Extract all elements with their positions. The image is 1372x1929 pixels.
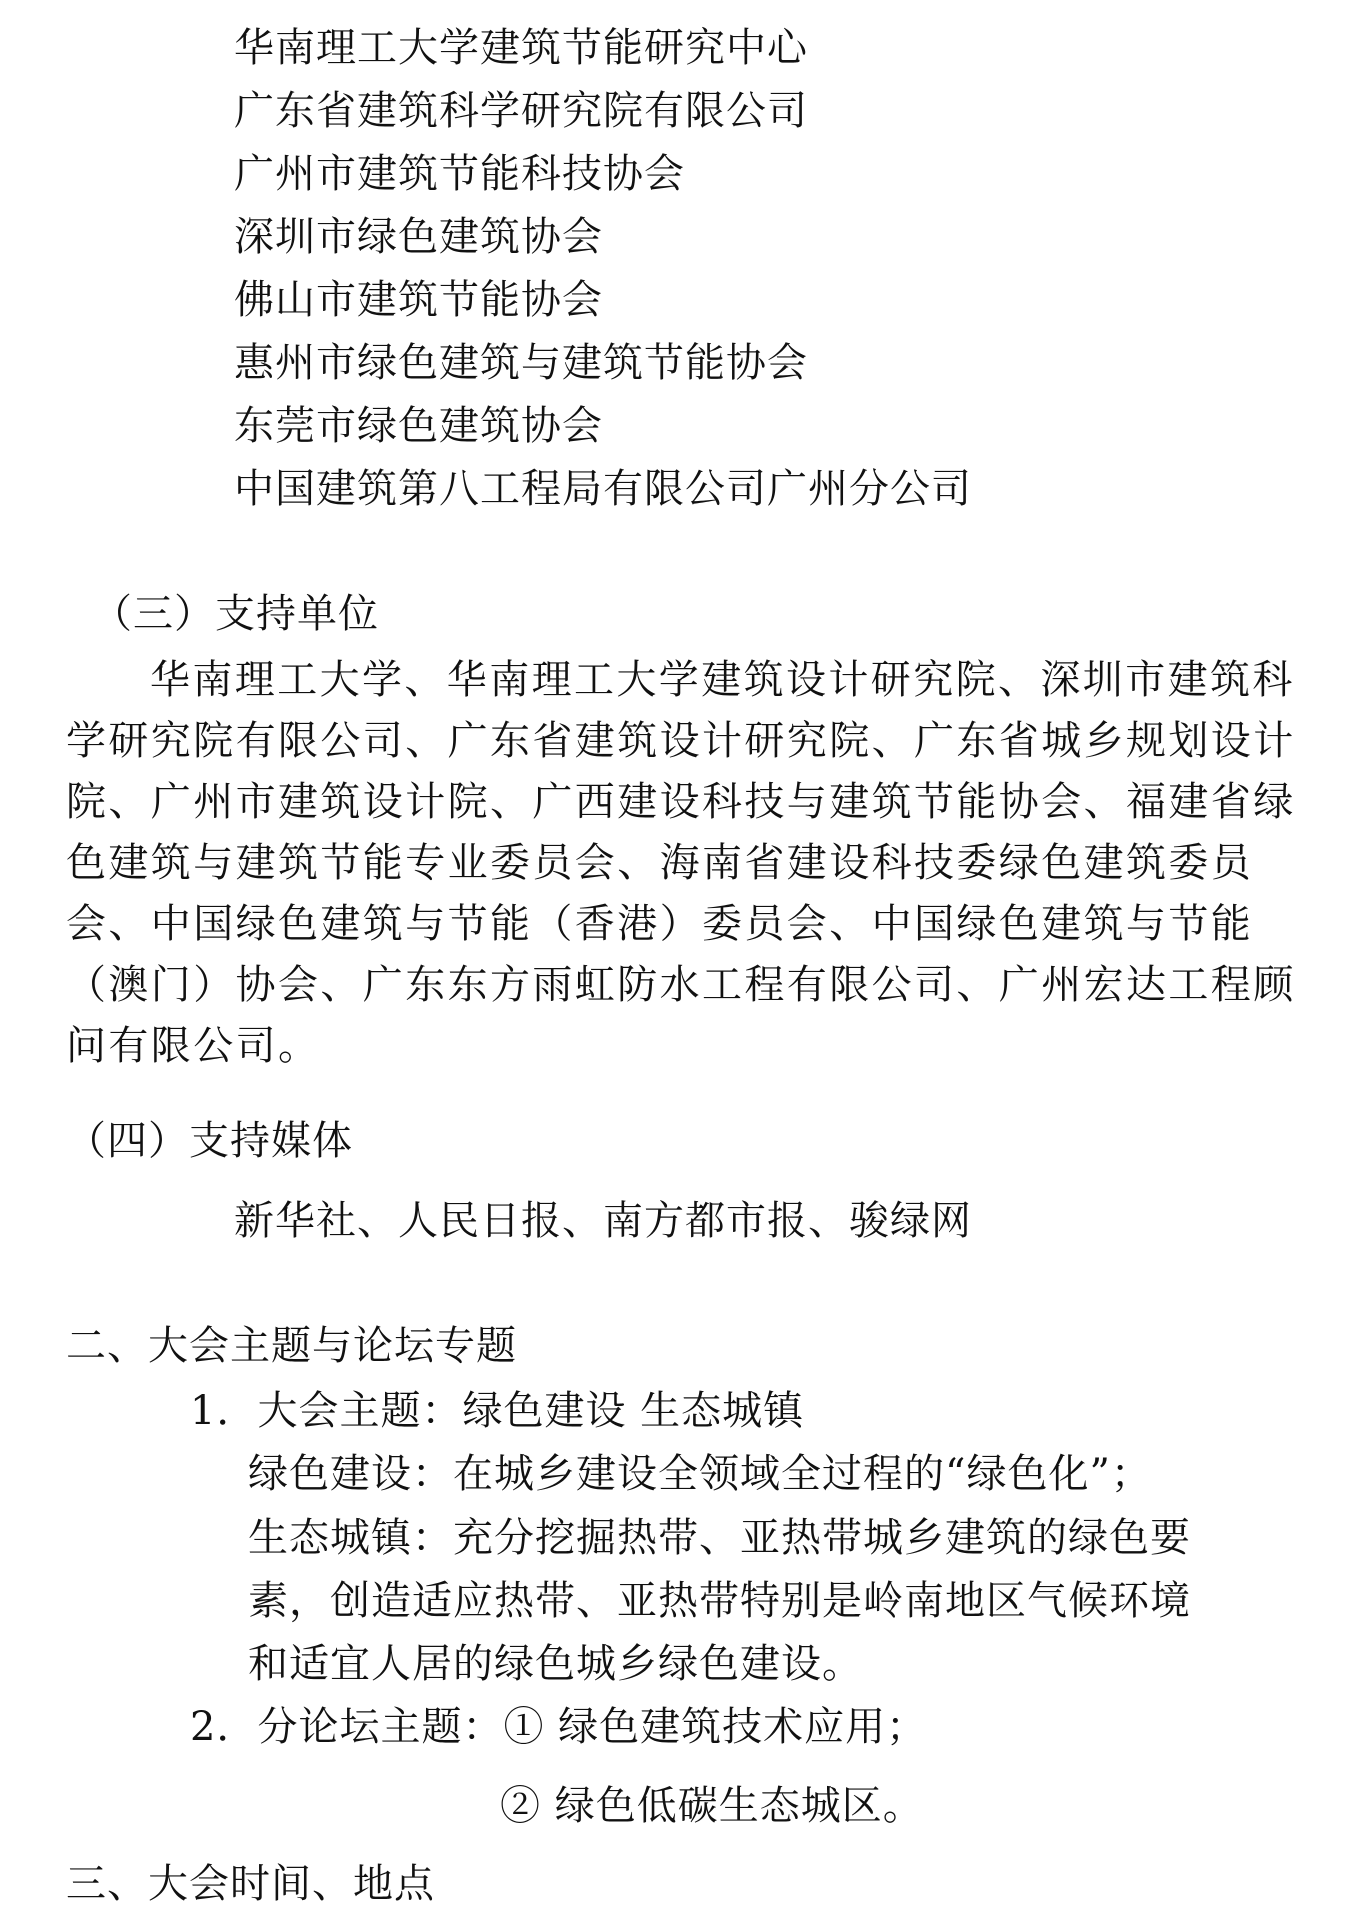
supporting-units-paragraph: 华南理工大学、华南理工大学建筑设计研究院、深圳市建筑科学研究院有限公司、广东省建筑设计研究院、广东省城乡规划设计院、广州市建筑设计院、广西建设科技与建筑节能协会、福建省绿色建筑与建筑节能专业委员会、海南省建设科技委绿色建筑委员会、中国绿色建筑与节能（香港）委员会、中国绿色建筑与节能（澳门）协会、广东东方雨虹防水工程有限公司、广州宏达工程顾问有限公司。 (66, 657, 1296, 1069)
organizer-item: 佛山市建筑节能协会 (234, 277, 603, 323)
supporting-media-heading: （四）支持媒体 (66, 1118, 353, 1164)
organizer-item: 广州市建筑节能科技协会 (234, 151, 685, 197)
theme-item-1-line: 和适宜人居的绿色城乡绿色建设。 (248, 1641, 863, 1687)
organizer-item: 广东省建筑科学研究院有限公司 (234, 88, 808, 134)
organizer-item: 中国建筑第八工程局有限公司广州分公司 (234, 466, 972, 512)
supporting-media-list: 新华社、人民日报、南方都市报、骏绿网 (234, 1198, 972, 1244)
section-three-heading: 三、大会时间、地点 (66, 1861, 435, 1907)
organizer-item: 华南理工大学建筑节能研究中心 (234, 25, 808, 71)
organizer-item: 深圳市绿色建筑协会 (234, 214, 603, 260)
organizer-item: 东莞市绿色建筑协会 (234, 403, 603, 449)
theme-item-1-line: 绿色建设：在城乡建设全领域全过程的“绿色化”； (248, 1451, 1152, 1497)
supporting-units-heading: （三）支持单位 (92, 591, 379, 637)
theme-item-1-title: 1．大会主题：绿色建设 生态城镇 (190, 1388, 805, 1434)
organizer-item: 惠州市绿色建筑与建筑节能协会 (234, 340, 808, 386)
theme-item-1-line: 生态城镇：充分挖掘热带、亚热带城乡建筑的绿色要 (248, 1515, 1191, 1561)
theme-item-1-line: 素，创造适应热带、亚热带特别是岭南地区气候环境 (248, 1578, 1191, 1624)
theme-item-2-line: ② 绿色低碳生态城区。 (500, 1783, 924, 1829)
theme-item-2-title: 2．分论坛主题：① 绿色建筑技术应用； (190, 1704, 928, 1750)
section-two-heading: 二、大会主题与论坛专题 (66, 1323, 517, 1369)
